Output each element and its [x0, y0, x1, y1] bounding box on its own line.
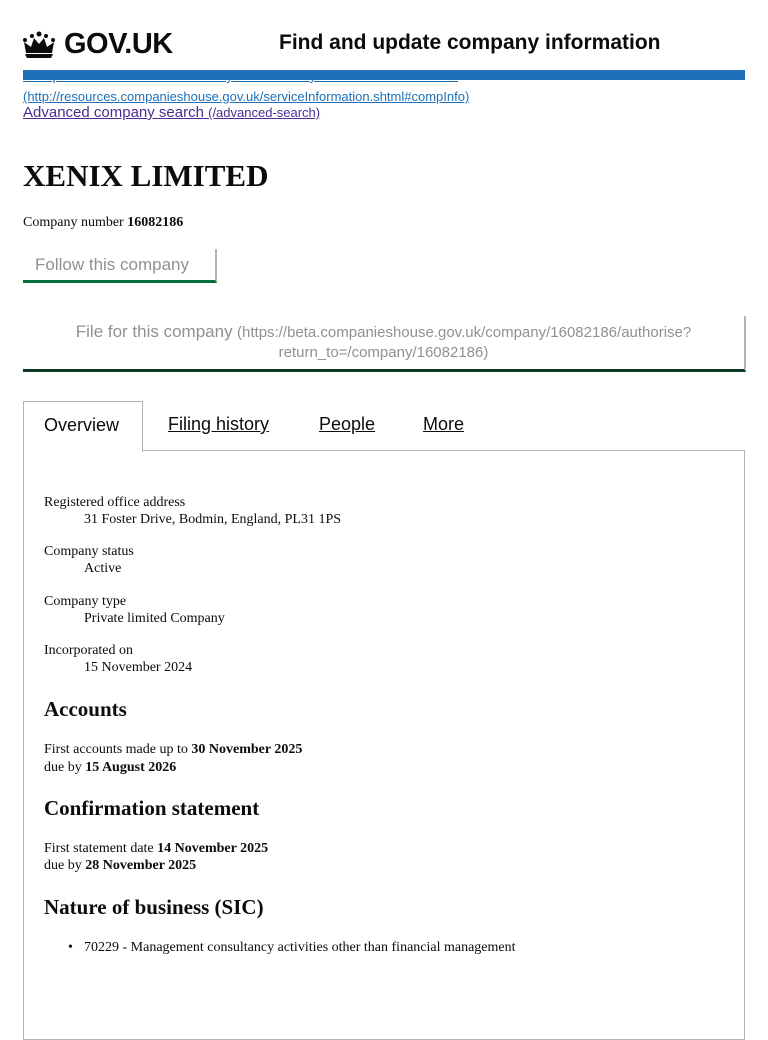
tab-people[interactable]: People: [319, 414, 376, 434]
registered-office-label: Registered office address: [44, 495, 186, 510]
accounts-due-date: 15 August 2026: [85, 760, 177, 775]
file-button-label: File for this company: [75, 322, 233, 341]
confirmation-first-line: [44, 841, 268, 857]
company-type-value: Private limited Company: [84, 611, 225, 626]
accuracy-notice-url[interactable]: (http://resources.companieshouse.gov.uk/serviceInformation.shtml#compInfo): [23, 89, 470, 104]
incorporated-label: Incorporated on: [44, 643, 134, 658]
company-number: [23, 215, 183, 231]
accounts-first-label: First accounts made up to: [44, 742, 188, 757]
file-for-company-button[interactable]: [23, 316, 746, 372]
company-type-label: Company type: [44, 594, 127, 609]
confirmation-heading: Confirmation statement: [44, 796, 260, 820]
follow-company-button[interactable]: Follow this company: [23, 249, 217, 283]
site-header: [0, 0, 768, 72]
accounts-first-line: [44, 742, 302, 758]
sic-heading: Nature of business (SIC): [44, 895, 264, 919]
tab-overview[interactable]: Overview: [23, 401, 143, 452]
accounts-due-line: [44, 760, 176, 776]
file-button-url: (https://beta.companieshouse.gov.uk/company/16082186/authorise?return_to=/company/16082186): [237, 324, 692, 361]
company-number-label: Company number: [23, 215, 124, 230]
company-number-value: 16082186: [127, 215, 184, 230]
accounts-first-date: 30 November 2025: [191, 742, 303, 757]
accounts-heading: Accounts: [44, 697, 127, 721]
sic-bullet-icon: •: [68, 940, 73, 955]
confirmation-first-date: 14 November 2025: [157, 841, 269, 856]
company-status-label: Company status: [44, 544, 134, 559]
confirmation-first-label: First statement date: [44, 841, 154, 856]
registered-office-value: 31 Foster Drive, Bodmin, England, PL31 1PS: [84, 512, 342, 527]
company-status-value: Active: [84, 561, 122, 576]
confirmation-due-label: due by: [44, 858, 82, 873]
govuk-brand[interactable]: GOV.UK: [64, 28, 173, 60]
tab-more[interactable]: More: [423, 414, 465, 434]
confirmation-due-date: 28 November 2025: [85, 858, 197, 873]
confirmation-due-line: [44, 858, 196, 874]
advanced-search-url: (/advanced-search): [208, 105, 321, 120]
advanced-search-label: Advanced company search: [23, 104, 204, 121]
service-name[interactable]: Find and update company information: [279, 31, 661, 54]
advanced-search-link[interactable]: [23, 104, 320, 121]
accounts-due-label: due by: [44, 760, 82, 775]
header-accent-bar: [23, 70, 745, 80]
sic-item: 70229 - Management consultancy activities other than financial management: [84, 940, 516, 955]
tab-filing-history[interactable]: Filing history: [168, 414, 270, 434]
incorporated-value: 15 November 2024: [84, 660, 193, 675]
crown-logo-icon: [22, 30, 56, 60]
company-name: XENIX LIMITED: [23, 158, 269, 193]
